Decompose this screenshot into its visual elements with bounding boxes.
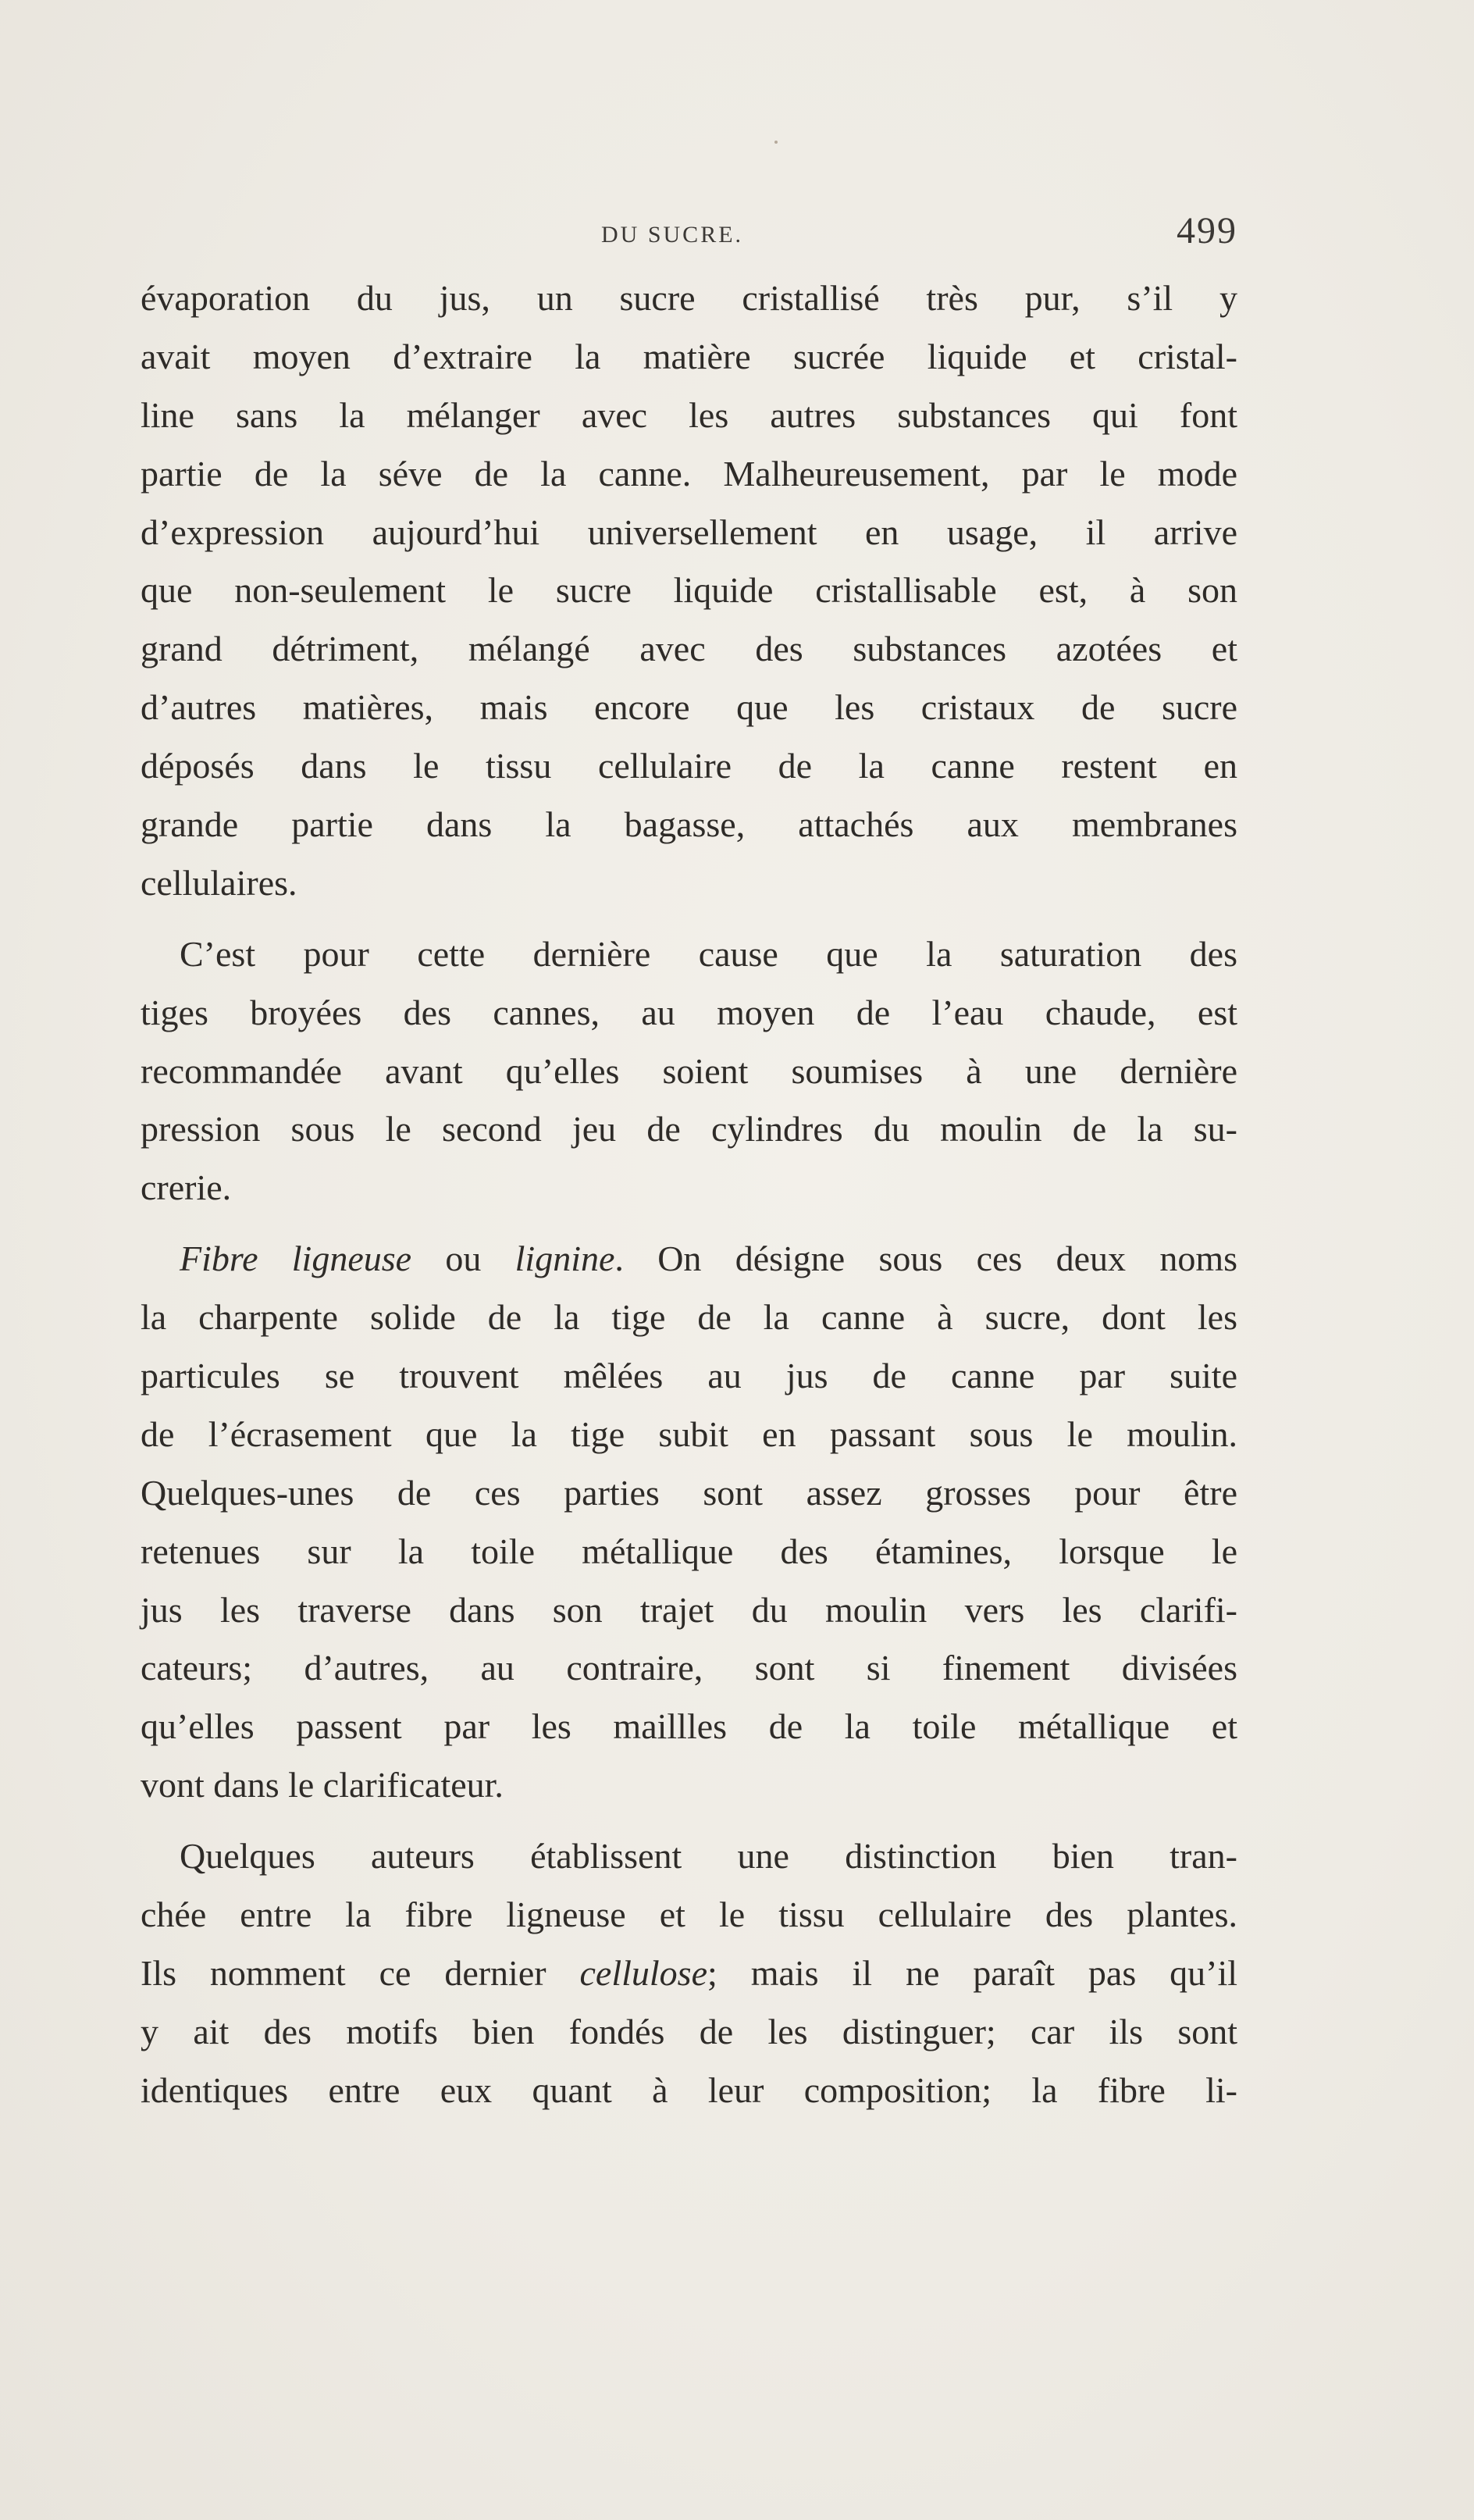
text-line: Quelques-unes de ces parties sont assez grosses pour être [141, 1472, 1237, 1513]
paper-speck [774, 141, 778, 144]
text-run: Ils nomment ce dernier [141, 1952, 580, 1993]
italic-term: cellulose [579, 1952, 707, 1993]
text-line: grande partie dans la bagasse, attachés aux membranes [141, 804, 1237, 845]
body-text [141, 269, 1237, 2120]
text-line: y ait des motifs bien fondés de les distinguer; car ils sont [141, 2011, 1237, 2051]
text-run: ; mais il ne paraît pas qu’il [707, 1952, 1238, 1993]
text-line: qu’elles passent par les maillles de la toile métallique et [141, 1706, 1237, 1747]
text-line: recommandée avant qu’elles soient soumises à une dernière [141, 1050, 1237, 1091]
text-line: vont dans le clarificateur. [141, 1765, 504, 1805]
text-line: de l’écrasement que la tige subit en passant sous le moulin. [141, 1413, 1237, 1454]
text-line: tiges broyées des cannes, au moyen de l’eau chaude, est [141, 992, 1237, 1032]
italic-term: Fibre ligneuse [180, 1239, 412, 1279]
page-header [141, 209, 1237, 264]
text-line: grand détriment, mélangé avec des substances azotées et [141, 629, 1237, 669]
text-line: déposés dans le tissu cellulaire de la canne restent en [141, 746, 1237, 786]
text-line: particules se trouvent mêlées au jus de canne par suite [141, 1356, 1237, 1396]
running-head: DU SUCRE. [601, 222, 744, 248]
text-line: la charpente solide de la tige de la canne à sucre, dont les [141, 1297, 1237, 1338]
text-line: identiques entre eux quant à leur composition; la fibre li- [141, 2069, 1237, 2110]
text-line: crerie. [141, 1167, 232, 1208]
text-run: ou [411, 1239, 515, 1279]
text-line: chée entre la fibre ligneuse et le tissu cellulaire des plantes. [141, 1894, 1237, 1935]
text-line: retenues sur la toile métallique des étamines, lorsque le [141, 1531, 1237, 1571]
text-line: que non-seulement le sucre liquide cristallisable est, à son [141, 570, 1237, 611]
text-line: d’autres matières, mais encore que les cristaux de sucre [141, 687, 1237, 728]
text-run: . On désigne sous ces deux noms [614, 1239, 1238, 1279]
text-line: d’expression aujourd’hui universellement en usage, il arrive [141, 511, 1237, 552]
paragraph-gap [141, 1815, 1237, 1827]
text-line: pression sous le second jeu de cylindres du moulin de la su- [141, 1109, 1237, 1150]
text-line: cateurs; d’autres, au contraire, sont si finement divisées [141, 1648, 1237, 1688]
text-line: partie de la séve de la canne. Malheureusement, par le mode [141, 453, 1237, 494]
text-line [141, 1944, 1237, 2003]
paragraph-gap [141, 913, 1237, 925]
page-number: 499 [1177, 210, 1237, 251]
text-line: cellulaires. [141, 862, 297, 903]
italic-term: lignine [514, 1239, 615, 1279]
text-line: line sans la mélanger avec les autres substances qui font [141, 394, 1237, 435]
paragraph-gap [141, 1217, 1237, 1230]
text-line [141, 1230, 1237, 1289]
text-line: C’est pour cette dernière cause que la saturation des [180, 933, 1237, 974]
text-line: avait moyen d’extraire la matière sucrée liquide et cristal- [141, 336, 1237, 376]
text-line: évaporation du jus, un sucre cristallisé très pur, s’il y [141, 278, 1237, 318]
text-line: jus les traverse dans son trajet du moulin vers les clarifi- [141, 1589, 1237, 1630]
text-line: Quelques auteurs établissent une distinction bien tran- [180, 1836, 1237, 1877]
